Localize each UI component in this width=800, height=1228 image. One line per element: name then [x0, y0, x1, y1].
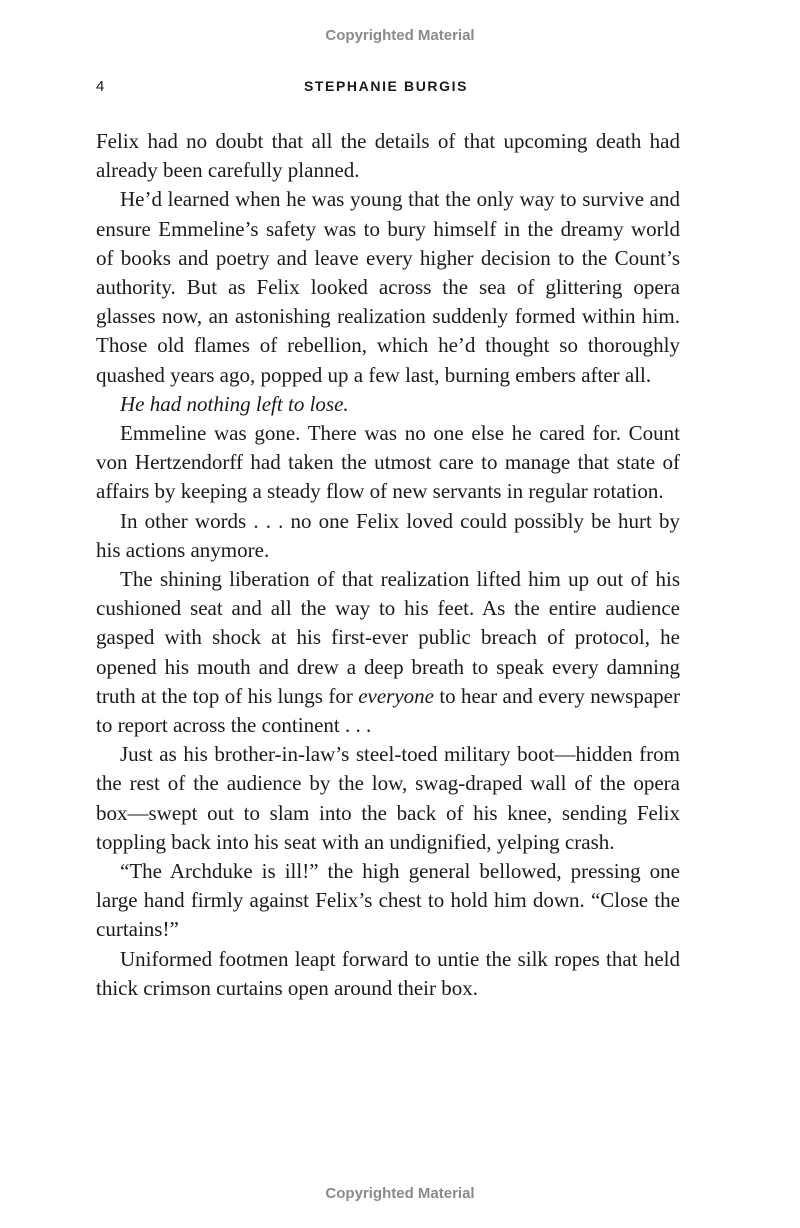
paragraph-1: Felix had no doubt that all the details of that upcoming death had already been carefully planned. [96, 129, 680, 183]
copyright-watermark-top: Copyrighted Material [325, 27, 475, 44]
paragraph-8: “The Archduke is ill!” the high general bellowed, pressing one large hand firmly against Felix’s chest to hold him down. “Close the curtains!” [96, 859, 680, 942]
author-name: STEPHANIE BURGIS [303, 78, 469, 94]
paragraph-6-tail: to hear and every newspaper to report across the continent . . . [96, 683, 680, 738]
paragraph-7: Just as his brother-in-law’s steel-toed military boot—hidden from the rest of the audience by the low, swag-draped wall of the opera box—swept out to slam into the back of his knee, sending Felix toppling back into his seat with an undignified, yelping crash. [96, 742, 680, 854]
paragraph-5: In other words . . . no one Felix loved could possibly be hurt by his actions anymore. [96, 508, 680, 562]
copyright-watermark-bottom: Copyrighted Material [325, 1185, 475, 1202]
paragraph-6-lead: The shining liberation of that realization lifted him up out of his cushioned seat and all the way to his feet. As the entire audience gasped with shock at his first-ever public breach of protocol, he opened his mouth and drew a deep breath to speak every damning truth at the top of his lungs for [96, 567, 680, 708]
emphasis-word: everyone [358, 683, 434, 708]
paragraph-3 [96, 390, 680, 419]
running-header [96, 78, 700, 98]
paragraph-6 [96, 565, 680, 740]
italic-thought: He had nothing left to lose. [120, 391, 349, 416]
page-body [96, 127, 680, 1003]
paragraph-4: Emmeline was gone. There was no one else he cared for. Count von Hertzendorff had taken the utmost care to manage that state of affairs by keeping a steady flow of new servants in regular rotation. [96, 421, 680, 504]
paragraph-9: Uniformed footmen leapt forward to untie the silk ropes that held thick crimson curtains open around their box. [96, 946, 680, 1000]
paragraph-2: He’d learned when he was young that the only way to survive and ensure Emmeline’s safety was to bury himself in the dreamy world of books and poetry and leave every higher decision to the Count’s authority. But as Felix looked across the sea of glittering opera glasses now, an astonishing realization suddenly formed within him. Those old flames of rebellion, which he’d thought so thoroughly quashed years ago, popped up a few last, burning embers after all. [96, 187, 680, 387]
page-number: 4 [96, 78, 105, 95]
